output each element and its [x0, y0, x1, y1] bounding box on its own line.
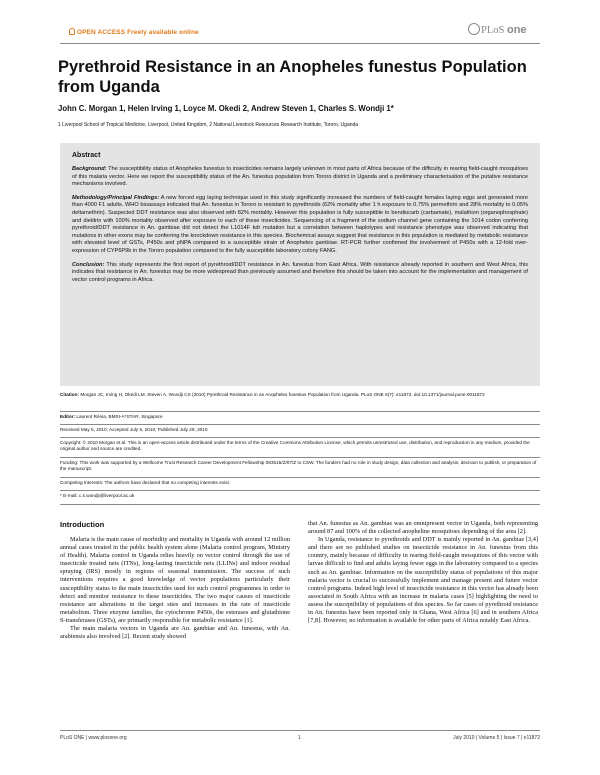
abstract-methods [72, 195, 528, 256]
conclusion-label: Conclusion: [72, 261, 105, 268]
intro-paragraph-3: that An. funestus as An. gambiae was an omnipresent vector in Uganda, both representing around 87 and 100% of the collected anopheline mosquitoes depending of the area [2]. [308, 520, 538, 536]
citation-label: Citation: [60, 392, 80, 397]
citation [60, 392, 540, 398]
meta-rule-7 [60, 504, 540, 505]
abstract-background [72, 166, 528, 189]
competing-interests: Competing Interests: The authors have declared that no competing interests exist. [60, 480, 231, 485]
right-column [308, 520, 538, 625]
logo-suffix: one [506, 24, 527, 36]
copyright: Copyright: © 2010 Morgan et al. This is an open-access article distributed under the terms of the Creative Commons Attribution License, which permits unrestricted use, distribution, and reproduction in any medium, provided the original author and source are credited. [60, 440, 530, 452]
footer-page-number: 1 [298, 735, 301, 741]
intro-paragraph-2: The main malaria vectors in Uganda are An. gambiae and An. funestus, with An. arabiensis also involved [2]. Recent study showed [60, 625, 290, 641]
intro-paragraph-1: Malaria is the main cause of morbidity and mortality in Uganda with around 12 million annual cases treated in the public health system alone (Malaria control program, Ministry of Health). Malaria control in Uganda relies heavily on vector control through the use of insecticide treated nets (ITNs), long-lasting insecticide nets (LLINs) and indoor residual spraying (IRS) mostly in regions of seasonal transmission. The success of such interventions requires a good knowledge of vector populations particularly their susceptibility status to the main insecticides used for such control programmes in order to detect and monitor resistance to these insecticides. The two major causes of insecticide resistance are alterations in the target sites and increases in the rate of insecticide metabolism. Three enzyme families, the cytochrome P450s, the esterases and glutathione S-transferases (GSTs), are primarily responsible for metabolic resistance [1]. [60, 536, 290, 624]
citation-text: Morgan JC, Irving H, Okedi LM, Steven A, Wondji CS (2010) Pyrethroid Resistance in an Anopheles funestus Population from Uganda. PLoS ONE 5(7): e11872. doi:10.1371/journal.pone.0011872 [80, 392, 485, 397]
contact-email: * E-mail: c.s.wondji@liverpool.ac.uk [60, 493, 135, 498]
editor [60, 414, 540, 420]
introduction-heading: Introduction [60, 520, 105, 529]
methods-text: A new forced egg laying technique used in this study significantly increased the numbers of field-caught females laying eggs and generated more than 4000 F1 adults. WHO bioassays indicated that An. funestus in Tororo is resistant to pyrethroids (62% mortality after 1 h exposure to 0.75% permethrin and 28% mortality to 0.05% deltamethrin). Suspected DDT resistance was also observed with 82% mortality. However this population is fully susceptible to bendiocarb (carbamate), malathion (organophosphate) and dieldrin with 100% mortality observed after exposure to each of these insecticides. Sequencing of a fragment of the sodium channel gene containing the 1014 codon conferring pyrethroid/DDT resistance in An. gambiae did not detect the L1014F kdr mutation but a correlation between haplotypes and resistance phenotype was observed indicating that mutations in other exons may be conferring the knockdown resistance in this species. Biochemical assays suggest that resistance in this population is mediated by metabolic resistance with elevated level of GSTs, P450s and pNPA compared to a susceptible strain of Anopheles gambiae. RT-PCR further confirmed the involvement of P450s with a 12-fold over-expression of CYP6P9b in the Tororo population compared to the fully susceptible laboratory colony FANG. [72, 194, 529, 254]
methods-label: Methodology/Principal Findings: [72, 194, 160, 201]
header-rule [60, 43, 540, 44]
meta-rule-3 [60, 437, 540, 438]
background-text: The susceptibility status of Anopheles funestus to insecticides remains largely unknown in most parts of Africa because of the difficulty in rearing field-caught mosquitoes of this malaria vector. Here we report the susceptibility status of the An. funestus population from Tororo district in Uganda and a preliminary characterisation of the putative resistance mechanisms involved. [72, 166, 528, 188]
plos-one-logo [468, 23, 527, 36]
open-access-text: OPEN ACCESS Freely available online [77, 29, 199, 36]
footer-issue: July 2010 | Volume 5 | Issue 7 | e11872 [453, 735, 540, 741]
dates: Received May 5, 2010; Accepted July 5, 2010; Published July 29, 2010 [60, 427, 208, 432]
editor-text: Laurent Rénia, BMSI-A*STAR, Singapore [76, 414, 163, 419]
open-access-banner [68, 28, 199, 36]
conclusion-text: This study represents the first report of pyrethroid/DDT resistance in An. funestus from East Africa. With resistance already reported in southern and West Africa, this indicates that resistance in An. funestus may be more widespread than previously assumed and therefore this should be taken into account for the implementation and management of vector control programs in Africa. [72, 261, 529, 283]
meta-rule-1 [60, 411, 540, 412]
left-column [60, 520, 290, 641]
abstract-conclusion [72, 262, 528, 285]
plos-ring-icon [468, 23, 480, 35]
affiliations: 1 Liverpool School of Tropical Medicine, Liverpool, United Kingdom, 2 National Livestock Resources Research Institute, Tororo, Uganda [58, 122, 359, 128]
funding: Funding: This work was supported by a Wellcome Trust Research Career Development Fellowship 083515/Z/07/Z to CSW. The funders had no role in study design, data collection and analysis, decision to publish, or preparation of the manuscript. [60, 460, 537, 472]
meta-rule-2 [60, 424, 540, 425]
footer-rule [60, 730, 540, 731]
abstract-heading: Abstract [72, 152, 101, 159]
article-title: Pyrethroid Resistance in an Anopheles funestus Population from Uganda [58, 58, 527, 96]
abstract-box [60, 143, 540, 386]
lock-icon [69, 28, 75, 35]
meta-rule-5 [60, 477, 540, 478]
author-list: John C. Morgan 1, Helen Irving 1, Loyce M. Okedi 2, Andrew Steven 1, Charles S. Wondji 1* [58, 104, 394, 113]
background-label: Background: [72, 166, 107, 172]
meta-rule-6 [60, 490, 540, 491]
footer-journal: PLoS ONE | www.plosone.org [60, 735, 127, 741]
intro-paragraph-4: In Uganda, resistance to pyrethroids and DDT is mainly reported in An. gambiae [3,4] and there are no published studies on insecticide resistance in An. funestus from this country, mainly because of difficulty in rearing field-caught mosquitoes of this vector with larvae difficult to find and adults laying fewer eggs in the laboratory compared to a species such as An. gambiae. Information on the susceptibility status of populations of this major malaria vector is crucial to successfully implement and manage present and future vector control programs. Indeed high level of insecticide resistance in this vector has already been associated in South Africa with an increase in malaria cases [5] highlighting the need to assess the susceptibility of populations of this species. So far cases of pyrethroid resistance in An. funestus have been reported only in Ghana, West Africa [6] and in southern Africa [7,8]. However, no information is available for other parts of Africa notably East Africa. [308, 536, 538, 625]
editor-label: Editor: [60, 414, 76, 419]
meta-rule-4 [60, 457, 540, 458]
logo-prefix: PLoS [481, 25, 505, 36]
